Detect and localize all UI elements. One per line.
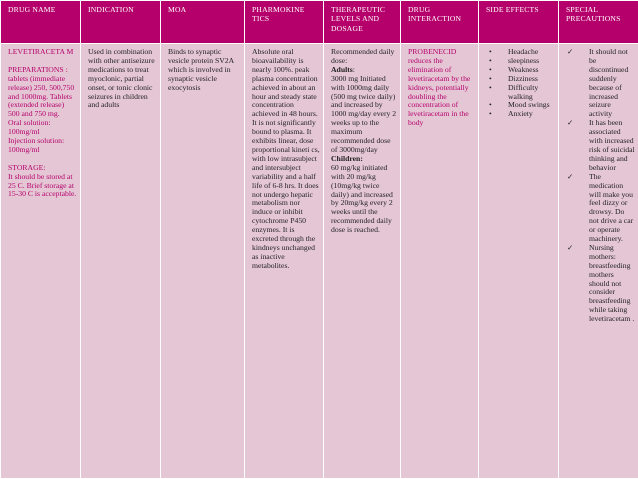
side-effects-list: [486, 48, 555, 119]
header-moa: MOA: [161, 1, 245, 44]
header-therapeutic-levels: THERAPEUTIC LEVELS AND DOSAGE: [324, 1, 401, 44]
bullet-icon: •: [489, 100, 492, 110]
header-drug-name: DRUG NAME: [1, 1, 81, 44]
header-row: [1, 1, 638, 44]
preparations-text: tablets (immediate release) 250, 500,750 and 1000mg. Tablets (extended release) 500 and 750 mg.: [8, 73, 75, 119]
dose-intro: Recommended daily dose:: [331, 47, 395, 65]
moa-cell: [161, 44, 245, 479]
list-item: ✓ It should not be discontinued suddenly because of increased seizure activity: [567, 47, 629, 119]
bullet-icon: •: [489, 55, 492, 65]
bullet-icon: •: [489, 64, 492, 74]
checkmark-icon: ✓: [567, 47, 574, 56]
oral-solution: Oral solution: 100mg/ml: [8, 118, 51, 137]
checkmark-icon: ✓: [567, 242, 574, 252]
checkmark-icon: ✓: [567, 171, 574, 181]
interaction-text: reduces the elimination of levetiracetam by the kidneys, potentially doubling the concentration of levetiracetam in the body: [408, 55, 471, 128]
precautions-cell: [559, 44, 638, 479]
header-drug-interaction: DRUG INTERACTION: [401, 1, 479, 44]
preparations-label: PREPARATIONS :: [8, 64, 68, 74]
list-item: ✓ It has been associated with increased risk of suicidal thinking and behavior: [567, 118, 635, 172]
drug-name: LEVETIRACETA M: [8, 47, 74, 56]
side-effects-cell: [479, 44, 559, 479]
list-item: • Mood swings: [489, 100, 550, 110]
indication-text: Used in combination with other antiseizure medications to treat myoclonic, partial onset, or tonic clonic seizures in children and adults: [88, 47, 155, 110]
injection-solution: Injection solution: 100mg/ml: [8, 136, 65, 154]
bullet-icon: •: [489, 82, 492, 92]
moa-text: Binds to synaptic vesicle protein SV2A which is involved in synaptic vesicle exocytosis: [168, 47, 234, 92]
list-item: ✓ Nursing mothers: breastfeeding mothers should not consider breastfeeding while taking levetiracetam .: [567, 242, 635, 324]
list-item: • sleepiness: [489, 55, 540, 65]
list-item: • Anxiety: [489, 109, 533, 119]
therapeutic-cell: Recommended daily dose: Adults: 3000 mg Initiated with 1000mg daily (500 mg twice daily) and increased by 1000 mg/day every 2 weeks up to the maximum recommended dose of 3000mg/day Children: 60 mg/kg initiated with 20 mg/kg (10mg/kg twice daily) and increased by 20mg/kg every 2 weeks until the recommended daily dose is reached.: [324, 44, 401, 479]
header-pharmacokinetics: PHARMOKINE TICS: [245, 1, 324, 44]
list-item: • Weakness: [489, 64, 539, 74]
header-indication: INDICATION: [81, 1, 161, 44]
adults-dose: 3000 mg Initiated with 1000mg daily (500 mg twice daily) and increased by 1000 mg/day every 2 weeks up to the maximum recommended dose of 3000mg/day: [331, 73, 397, 154]
indication-cell: [81, 44, 161, 479]
interaction-cell: [401, 44, 479, 479]
storage-label: STORAGE:: [8, 162, 46, 172]
pharmacokinetics-cell: [245, 44, 324, 479]
drug-row: [1, 44, 638, 479]
header-special-precautions: SPECIAL PRECAUTIONS: [559, 1, 638, 44]
precautions-list: [566, 48, 635, 324]
checkmark-icon: ✓: [567, 118, 574, 128]
children-label: Children:: [331, 153, 363, 163]
interaction-drug: PROBENECID: [408, 47, 457, 56]
bullet-icon: •: [489, 73, 492, 83]
bullet-icon: •: [489, 47, 492, 56]
header-side-effects: SIDE EFFECTS: [479, 1, 559, 44]
list-item: • Dizziness: [489, 73, 538, 83]
bullet-icon: •: [489, 109, 492, 119]
drug-name-cell: [1, 44, 81, 479]
children-dose: 60 mg/kg initiated with 20 mg/kg (10mg/kg twice daily) and increased by 20mg/kg every 2 weeks until the recommended daily dose is reached.: [331, 162, 393, 235]
pharmacokinetics-text: Absolute oral bioavailability is nearly 100%. peak plasma concentration achieved in about an hour and steady state concentration achieved in 48 hours. It is not significantly bound to plasma. It exhibits linear, dose proportional kineti cs, with low intrasubject and intersubject variability and a half life of 6-8 hrs. It does not undergo hepatic metabolism nor induce or inhibit cytochrome P450 enzymes. It is excreted through the kindneys unchanged as inactive metabolites.: [252, 47, 320, 270]
storage-text: It should be stored at 25 C. Brief storage at 15-30 C is acceptable.: [8, 171, 77, 199]
adults-label: Adults: [331, 64, 353, 74]
list-item: • Headache: [489, 47, 539, 56]
list-item: ✓ The medication will make you feel dizzy or drowsy. Do not drive a car or operate machinery.: [567, 171, 634, 244]
list-item: • Difficulty walking: [489, 82, 539, 101]
